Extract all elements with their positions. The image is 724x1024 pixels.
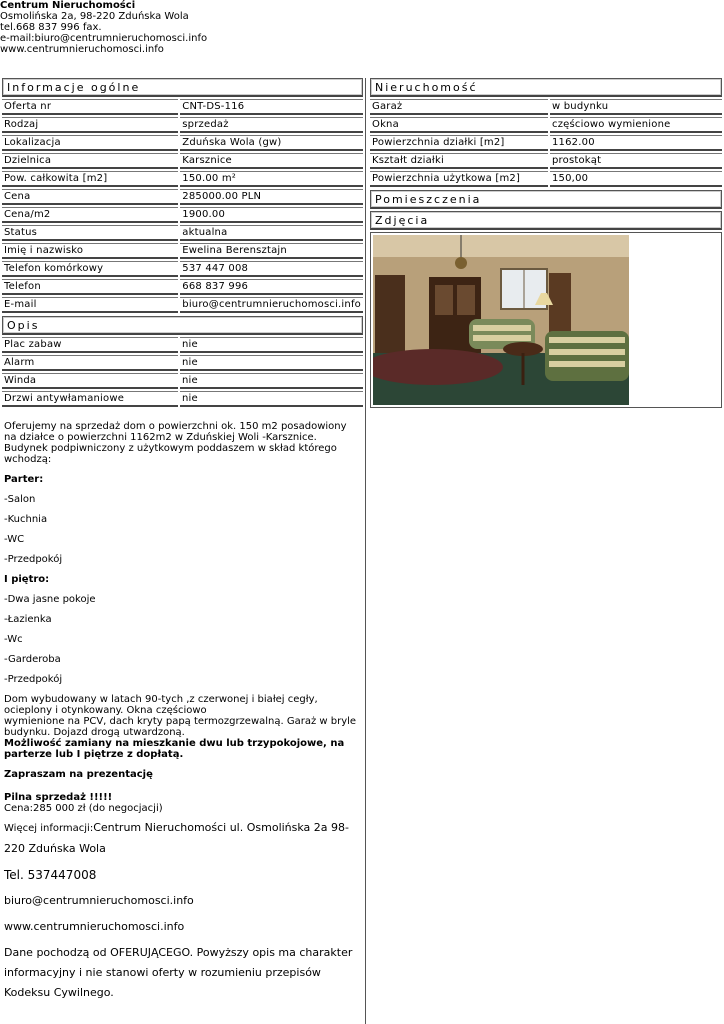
contact-mail: biuro@centrumnieruchomosci.info bbox=[4, 894, 194, 907]
list-item: -Kuchnia bbox=[4, 514, 48, 525]
table-row bbox=[2, 391, 363, 407]
row-value: nie bbox=[180, 391, 363, 407]
table-row bbox=[2, 373, 363, 389]
living-room-illustration bbox=[373, 235, 629, 405]
row-key: Alarm bbox=[2, 355, 178, 371]
table-row bbox=[2, 261, 363, 277]
company-address: Osmolińska 2a, 98-220 Zduńska Wola bbox=[0, 11, 189, 22]
right-column bbox=[368, 78, 724, 403]
table-row bbox=[2, 225, 363, 241]
row-value: sprzedaż bbox=[180, 117, 363, 133]
contact-tel: Tel. 537447008 bbox=[4, 868, 97, 882]
list-item: -Wc bbox=[4, 634, 23, 645]
row-value: nie bbox=[180, 355, 363, 371]
row-key: Powierzchnia działki [m2] bbox=[370, 135, 548, 151]
urgent-text: Pilna sprzedaż !!!!! bbox=[4, 792, 113, 803]
list-item: -Łazienka bbox=[4, 614, 52, 625]
row-value: CNT-DS-116 bbox=[180, 99, 363, 115]
build-text-1: Dom wybudowany w latach 90-tych ,z czerwonej i białej cegły, ocieplony i otynkowany. Okna częściowo bbox=[4, 694, 318, 716]
row-key: Plac zabaw bbox=[2, 337, 178, 353]
list-item: -Salon bbox=[4, 494, 36, 505]
row-key: Cena/m2 bbox=[2, 207, 178, 223]
row-key: Cena bbox=[2, 189, 178, 205]
row-key: Winda bbox=[2, 373, 178, 389]
table-row bbox=[370, 117, 722, 133]
row-key: Rodzaj bbox=[2, 117, 178, 133]
table-row bbox=[2, 207, 363, 223]
build-text-2: wymienione na PCV, dach kryty papą termozgrzewalną. Garaż w bryle budynku. Dojazd drogą utwardzoną. bbox=[4, 716, 357, 738]
table-row bbox=[2, 135, 363, 151]
opis-heading: Opis bbox=[2, 316, 363, 335]
more-info-label: Więcej informacji: bbox=[4, 823, 94, 834]
row-value: 1900.00 bbox=[180, 207, 363, 223]
company-header bbox=[0, 0, 724, 55]
table-row bbox=[2, 337, 363, 353]
opis-table bbox=[0, 335, 365, 409]
row-value: 150.00 m² bbox=[180, 171, 363, 187]
row-key: Dzielnica bbox=[2, 153, 178, 169]
table-row bbox=[370, 135, 722, 151]
list-item: -Garderoba bbox=[4, 654, 61, 665]
description-intro: Oferujemy na sprzedaż dom o powierzchni ok. 150 m2 posadowiony na działce o powierzchni 1162m2 w Zduńskiej Woli -Karsznice. Budynek podpiwniczony z użytkowym poddaszem w skład którego wchodzą: bbox=[4, 421, 347, 465]
pietro-heading: I piętro: bbox=[4, 574, 50, 585]
table-row bbox=[2, 297, 363, 313]
list-item: -Przedpokój bbox=[4, 554, 63, 565]
parter-heading: Parter: bbox=[4, 474, 44, 485]
row-value: 285000.00 PLN bbox=[180, 189, 363, 205]
more-info-value: Centrum Nieruchomości ul. Osmolińska 2a 98-220 Zduńska Wola bbox=[4, 821, 350, 855]
table-row bbox=[370, 99, 722, 115]
row-value: 150,00 bbox=[550, 171, 722, 187]
description bbox=[0, 421, 365, 1003]
living-room-photo[interactable] bbox=[373, 235, 629, 405]
row-key: Lokalizacja bbox=[2, 135, 178, 151]
table-row bbox=[370, 171, 722, 187]
row-value: 1162.00 bbox=[550, 135, 722, 151]
row-key: Kształt działki bbox=[370, 153, 548, 169]
row-value: częściowo wymienione bbox=[550, 117, 722, 133]
list-item: -Przedpokój bbox=[4, 674, 63, 685]
table-row bbox=[2, 355, 363, 371]
more-info bbox=[4, 818, 361, 859]
list-item: -Dwa jasne pokoje bbox=[4, 594, 96, 605]
company-name: Centrum Nieruchomości bbox=[0, 0, 136, 11]
price-text: Cena:285 000 zł (do negocjacji) bbox=[4, 803, 163, 814]
row-key: Garaż bbox=[370, 99, 548, 115]
row-value: prostokąt bbox=[550, 153, 722, 169]
invite-text: Zapraszam na prezentację bbox=[4, 769, 153, 780]
row-value: nie bbox=[180, 337, 363, 353]
row-key: Okna bbox=[370, 117, 548, 133]
row-key: Drzwi antywłamaniowe bbox=[2, 391, 178, 407]
row-value: Ewelina Berensztajn bbox=[180, 243, 363, 259]
photos-heading: Zdjęcia bbox=[370, 211, 722, 230]
row-key: Powierzchnia użytkowa [m2] bbox=[370, 171, 548, 187]
table-row bbox=[2, 99, 363, 115]
row-key: Status bbox=[2, 225, 178, 241]
left-column bbox=[0, 78, 366, 1024]
row-key: E-mail bbox=[2, 297, 178, 313]
disclaimer: Dane pochodzą od OFERUJĄCEGO. Powyższy opis ma charakter informacyjny i nie stanowi oferty w rozumieniu przepisów Kodeksu Cywilnego. bbox=[4, 946, 353, 999]
property-heading: Nieruchomość bbox=[370, 78, 722, 97]
property-table bbox=[368, 97, 724, 189]
company-www: www.centrumnieruchomosci.info bbox=[0, 44, 164, 55]
company-phone: tel.668 837 996 fax. bbox=[0, 22, 102, 33]
table-row bbox=[2, 189, 363, 205]
row-key: Telefon komórkowy bbox=[2, 261, 178, 277]
row-value: biuro@centrumnieruchomosci.info bbox=[180, 297, 363, 313]
general-info-heading: Informacje ogólne bbox=[2, 78, 363, 97]
row-key: Oferta nr bbox=[2, 99, 178, 115]
row-key: Imię i nazwisko bbox=[2, 243, 178, 259]
row-value: 537 447 008 bbox=[180, 261, 363, 277]
company-email: e-mail:biuro@centrumnieruchomosci.info bbox=[0, 33, 208, 44]
row-value: 668 837 996 bbox=[180, 279, 363, 295]
general-info-table bbox=[0, 97, 365, 315]
table-row bbox=[2, 243, 363, 259]
photo-frame bbox=[370, 232, 722, 408]
table-row bbox=[2, 171, 363, 187]
swap-text: Możliwość zamiany na mieszkanie dwu lub trzypokojowe, na parterze lub I piętrze z dopłatą. bbox=[4, 738, 345, 760]
rooms-heading: Pomieszczenia bbox=[370, 190, 722, 209]
row-value: Karsznice bbox=[180, 153, 363, 169]
table-row bbox=[2, 117, 363, 133]
row-value: aktualna bbox=[180, 225, 363, 241]
row-key: Telefon bbox=[2, 279, 178, 295]
row-key: Pow. całkowita [m2] bbox=[2, 171, 178, 187]
row-value: nie bbox=[180, 373, 363, 389]
table-row bbox=[2, 279, 363, 295]
contact-www: www.centrumnieruchomosci.info bbox=[4, 920, 185, 933]
table-row bbox=[2, 153, 363, 169]
list-item: -WC bbox=[4, 534, 25, 545]
row-value: w budynku bbox=[550, 99, 722, 115]
row-value: Zduńska Wola (gw) bbox=[180, 135, 363, 151]
table-row bbox=[370, 153, 722, 169]
